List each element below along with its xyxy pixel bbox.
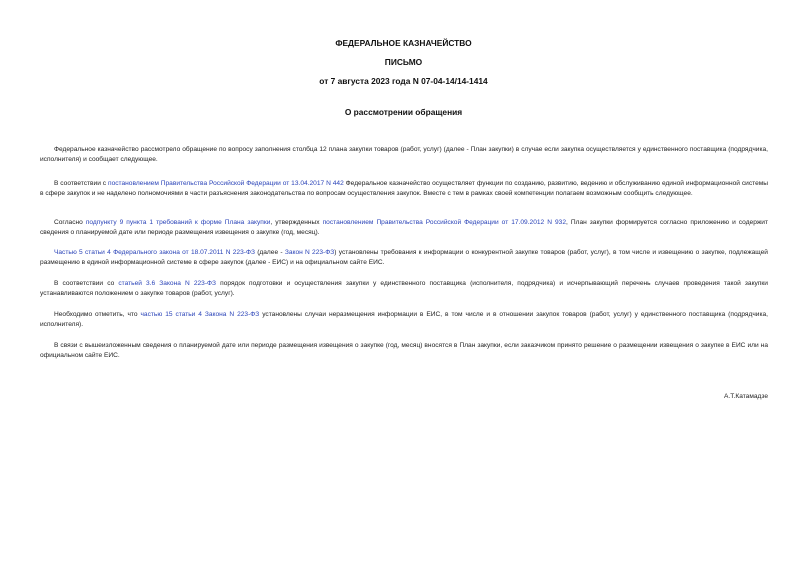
link-decree-932[interactable]: постановлением Правительства Российской Федерации от 17.09.2012 N 932	[322, 219, 567, 226]
paragraph-3-text-c: , План закупки формируется согласно приложению и содержит сведения о планируемой дате или периоде размещения извещения о закупке (год, месяц).	[40, 219, 768, 237]
paragraph-6	[40, 310, 768, 330]
paragraph-6-text-b: установлены случаи неразмещения информации в ЕИС, в том числе и в отношении закупок товаров (работ, услуг) у единственного поставщика (подрядчика, исполнителя).	[40, 311, 768, 329]
link-law-223[interactable]: Закон N 223-ФЗ	[284, 249, 335, 256]
paragraph-2	[40, 179, 768, 199]
doc-date-number: от 7 августа 2023 года N 07-04-14/14-1414	[319, 76, 488, 86]
doc-type-title: ПИСЬМО	[384, 57, 423, 67]
paragraph-1: Федеральное казначейство рассмотрело обращение по вопросу заполнения столбца 12 плана закупки товаров (работ, услуг) (далее - План закупки) в случае если закупка осуществляется у единственного поставщика (подрядчика, исполнителя) и сообщает следующее.	[40, 146, 768, 164]
paragraph-4	[40, 248, 768, 268]
paragraph-7: В связи с вышеизложенным сведения о планируемой дате или периоде размещения извещения о закупке (год, месяц) вносятся в План закупки, если заказчиком принято решение о размещении извещения о закупке в ЕИС или на официальном сайте ЕИС.	[40, 342, 768, 360]
signature: А.Т.Катамадзе	[724, 393, 768, 400]
paragraph-2-text-a: В соответствии с	[54, 180, 109, 187]
link-article-3-6[interactable]: статьей 3.6 Закона N 223-ФЗ	[118, 280, 217, 287]
doc-subject: О рассмотрении обращения	[344, 107, 463, 117]
paragraph-3-text-a: Согласно	[54, 219, 86, 226]
paragraph-2-text-b: Федеральное казначейство осуществляет функции по созданию, развитию, ведению и обслуживанию единой информационной системы в сфере закупок и не наделено полномочиями в части разъяснения законодательства по вопросам осуществления закупок. Вместе с тем в рамках своей компетенции полагаем возможным сообщить следующее.	[40, 180, 769, 198]
paragraph-4-text-b: ) установлены требования к информации о конкурентной закупке товаров (работ, услуг), в том числе и извещению о закупке, подлежащей размещению в единой информационной системе в сфере закупок (далее - ЕИС) и на официальном сайте ЕИС.	[40, 249, 768, 267]
paragraph-4-text-a: (далее -	[254, 249, 285, 256]
paragraph-5	[40, 279, 768, 299]
paragraph-3	[40, 218, 768, 238]
paragraph-6-text-a: Необходимо отметить, что	[54, 311, 141, 318]
paragraph-5-text-b: порядок подготовки и осуществления закупки у единственного поставщика (исполнителя, подрядчика) и исчерпывающий перечень случаев проведения такой закупки устанавливаются положением о закупке товаров (работ, услуг).	[40, 280, 768, 298]
link-requirements-plan-form[interactable]: подпункту 9 пункта 1 требований к форме Плана закупки	[85, 219, 271, 226]
link-law-223-part5[interactable]: Частью 5 статьи 4 Федерального закона от 18.07.2011 N 223-ФЗ	[54, 249, 255, 256]
org-title: ФЕДЕРАЛЬНОЕ КАЗНАЧЕЙСТВО	[335, 38, 472, 48]
link-decree-442[interactable]: постановлением Правительства Российской Федерации от 13.04.2017 N 442	[108, 180, 344, 187]
paragraph-5-text-a: В соответствии со	[54, 280, 119, 287]
link-law-223-part15[interactable]: частью 15 статьи 4 Закона N 223-ФЗ	[140, 311, 260, 318]
paragraph-3-text-b: , утвержденных	[270, 219, 323, 226]
